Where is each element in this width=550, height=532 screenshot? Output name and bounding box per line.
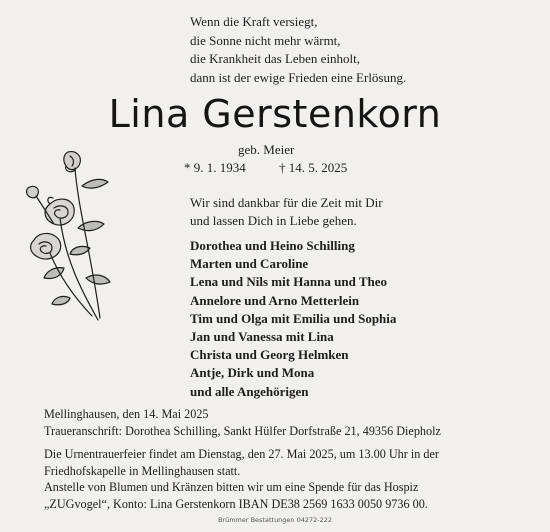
thanks-line: und lassen Dich in Liebe gehen.: [190, 212, 357, 228]
deceased-name: Lina Gerstenkorn: [108, 92, 442, 136]
mourner-entry: Christa und Georg Helmken: [190, 347, 349, 363]
mourner-entry: und alle Angehörigen: [190, 383, 309, 399]
rose-icon: [20, 148, 115, 328]
mourners-list: [190, 237, 396, 401]
undertaker-credit: Brümmer Bestattungen 04272-222: [217, 516, 333, 524]
poem: [190, 13, 406, 87]
poem-line: dann ist der ewige Frieden eine Erlösung.: [190, 69, 407, 85]
birth-date: * 9. 1. 1934: [184, 160, 246, 175]
born-name: geb. Meier: [238, 142, 295, 157]
mourner-entry: Marten und Caroline: [190, 256, 309, 272]
mourning-address: Traueranschrift: Dorothea Schilling, Sankt Hülfer Dorfstraße 21, 49356 Diepholz: [44, 423, 441, 438]
poem-line: die Sonne nicht mehr wärmt,: [190, 32, 341, 48]
mourner-entry: Tim und Olga mit Emilia und Sophia: [190, 310, 397, 326]
mourner-entry: Jan und Vanessa mit Lina: [190, 329, 334, 345]
death-date: † 14. 5. 2025: [279, 160, 348, 175]
life-dates: [184, 160, 347, 176]
poem-line: Wenn die Kraft versiegt,: [190, 14, 318, 29]
thanks-text: [190, 194, 383, 229]
mourner-entry: Lena und Nils mit Hanna und Theo: [190, 274, 387, 290]
mourner-entry: Dorothea und Heino Schilling: [190, 238, 355, 253]
mourner-entry: Annelore und Arno Metterlein: [190, 292, 360, 308]
donation-line: Anstelle von Blumen und Kränzen bitten wir um eine Spende für das Hospiz: [44, 480, 419, 495]
donation-line: „ZUGvogel“, Konto: Lina Gerstenkorn IBAN DE38 2569 1633 0050 9736 00.: [44, 496, 428, 511]
footer-info: [44, 406, 441, 513]
mourner-entry: Antje, Dirk und Mona: [190, 365, 315, 381]
ceremony-line: Die Urnentrauerfeier findet am Dienstag, den 27. Mai 2025, um 13.00 Uhr in der: [44, 447, 439, 462]
ceremony-line: Friedhofskapelle in Mellinghausen statt.: [44, 463, 241, 478]
poem-line: die Krankheit das Leben einholt,: [190, 51, 361, 66]
place-date: Mellinghausen, den 14. Mai 2025: [44, 407, 209, 421]
thanks-line: Wir sind dankbar für die Zeit mit Dir: [190, 195, 383, 210]
